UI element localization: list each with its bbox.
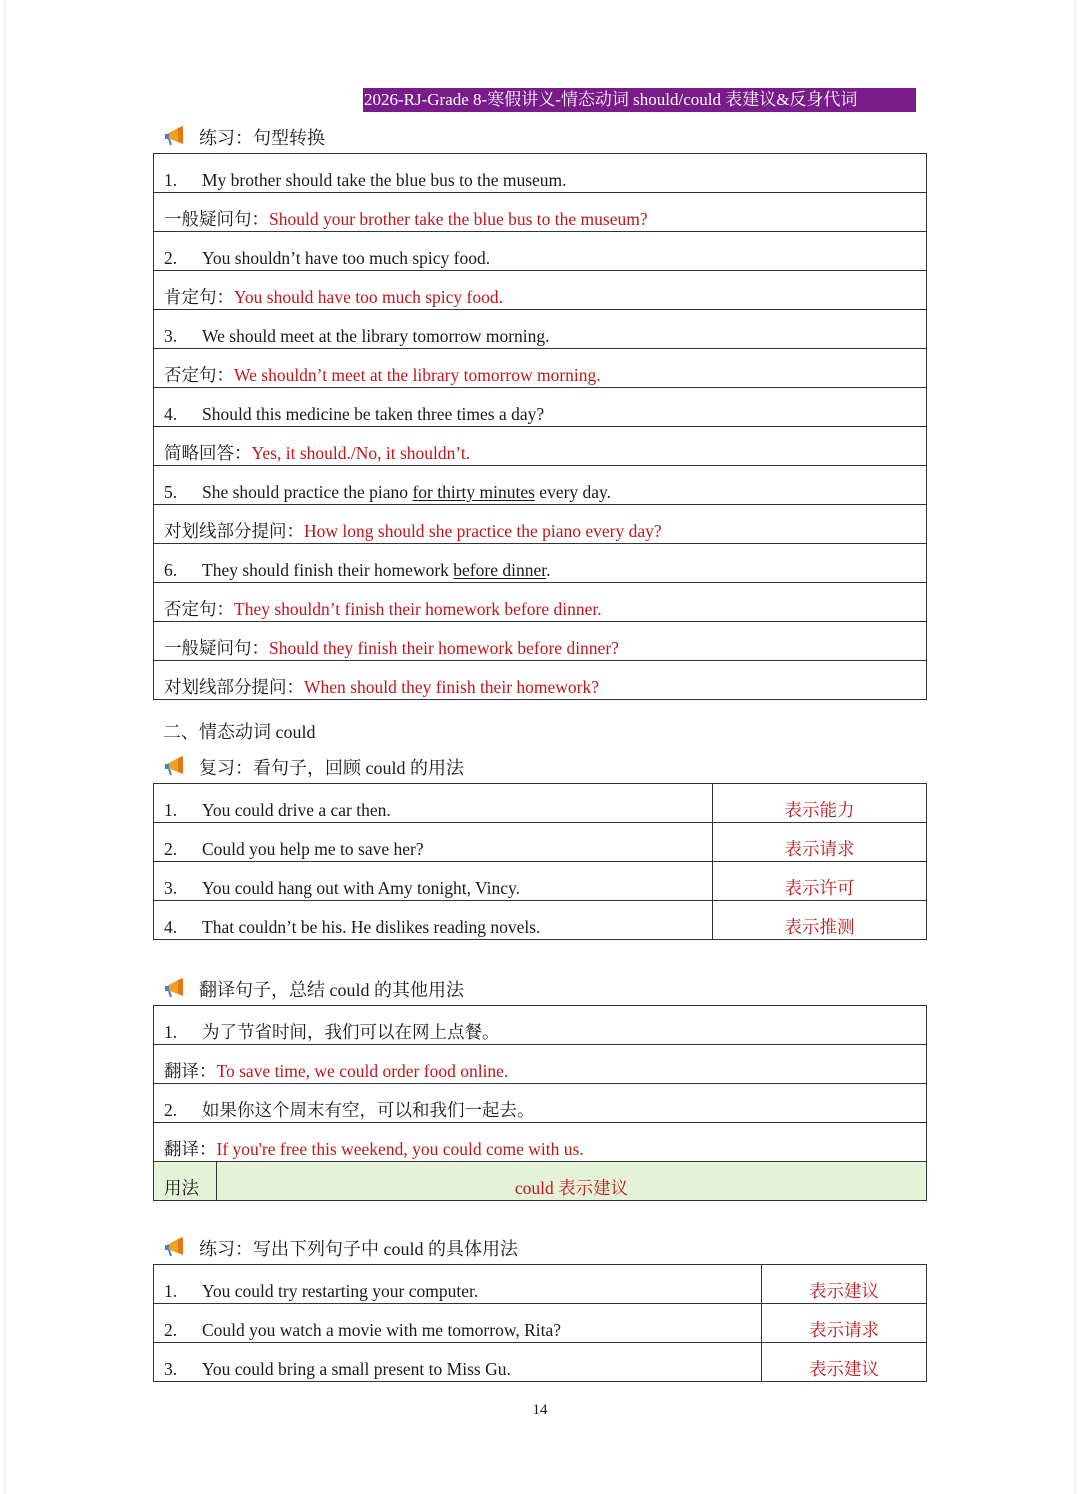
section2-title: 二、情态动词 could [163,722,316,742]
sentence-text: Could you help me to save her? [202,839,424,859]
answer-text: When should they finish their homework? [304,677,600,697]
table-row [154,544,927,583]
table-row [154,505,927,544]
section2-heading [163,753,464,783]
question-text: Should this medicine be taken three times a day? [202,404,545,424]
could-review-table [153,783,927,940]
section2-heading-text: 复习：看句子，回顾 could 的用法 [199,758,464,778]
table-row [154,466,927,505]
section4-heading-text: 练习：写出下列句子中 could 的具体用法 [199,1239,518,1259]
table-row [154,823,927,862]
underlined-phrase: for thirty minutes [412,482,535,502]
usage-summary-row [154,1162,927,1201]
table-row [154,784,927,823]
table-row [154,193,927,232]
table-row [154,388,927,427]
table-row [154,583,927,622]
answer-text: Yes, it should./No, it shouldn’t. [251,443,471,463]
row-number: 1. [164,1281,178,1301]
row-number: 4. [164,404,178,424]
row-number: 1. [164,1022,178,1042]
answer-label: 翻译： [164,1139,217,1159]
answer-text: They shouldn’t finish their homework before dinner. [234,599,602,619]
row-number: 2. [164,1320,178,1340]
table-row [154,862,927,901]
table-row [154,1123,927,1162]
question-text-pre: She should practice the piano [202,482,413,502]
row-number: 3. [164,326,178,346]
row-number: 2. [164,248,178,268]
question-text: We should meet at the library tomorrow morning. [202,326,550,346]
question-text-post: . [546,560,551,580]
page-number: 14 [532,1402,548,1418]
underlined-phrase: before dinner [453,560,547,580]
row-number: 4. [164,917,178,937]
section4-heading [163,1234,518,1264]
answer-label: 否定句： [164,599,234,619]
usage-tag: 表示建议 [762,1265,927,1304]
usage-value: could 表示建议 [217,1162,927,1201]
answer-label: 翻译： [164,1061,217,1081]
answer-text: Should they finish their homework before dinner? [269,638,619,658]
usage-tag: 表示建议 [762,1343,927,1382]
usage-tag: 表示能力 [713,784,927,823]
table-row [154,1045,927,1084]
section3-heading [163,975,464,1005]
table-row [154,1265,927,1304]
answer-label: 肯定句： [164,287,234,307]
answer-label: 简略回答： [164,443,252,463]
question-text: You shouldn’t have too much spicy food. [202,248,491,268]
table-row [154,310,927,349]
answer-label: 一般疑问句： [164,638,269,658]
table-row [154,1084,927,1123]
megaphone-icon [163,755,189,777]
table-row [154,154,927,193]
sentence-text: Could you watch a movie with me tomorrow, Rita? [202,1320,562,1340]
answer-text: Should your brother take the blue bus to the museum? [269,209,648,229]
table-row [154,661,927,700]
sentence-text: You could bring a small present to Miss Gu. [202,1359,511,1379]
table-row [154,901,927,940]
usage-tag: 表示推测 [713,901,927,940]
row-number: 3. [164,878,178,898]
megaphone-icon [163,977,189,999]
could-practice-table [153,1264,927,1382]
megaphone-icon [163,1236,189,1258]
usage-tag: 表示请求 [713,823,927,862]
header-title: 2026-RJ-Grade 8-寒假讲义-情态动词 should/could 表建议&反身代词 [363,88,916,112]
chinese-sentence: 如果你这个周末有空，可以和我们一起去。 [202,1100,535,1120]
answer-label: 对划线部分提问： [164,521,304,541]
table-row [154,271,927,310]
sentence-text: You could try restarting your computer. [202,1281,479,1301]
answer-text: How long should she practice the piano every day? [304,521,662,541]
answer-label: 否定句： [164,365,234,385]
chinese-sentence: 为了节省时间，我们可以在网上点餐。 [202,1022,500,1042]
row-number: 1. [164,800,178,820]
megaphone-icon [163,125,189,147]
table-row [154,1006,927,1045]
row-number: 2. [164,1100,178,1120]
table-row [154,1304,927,1343]
translation-table [153,1005,927,1201]
answer-text: We shouldn’t meet at the library tomorrow morning. [234,365,601,385]
table-row [154,232,927,271]
row-number: 5. [164,482,178,502]
usage-tag: 表示许可 [713,862,927,901]
answer-text: You should have too much spicy food. [234,287,503,307]
sentence-transform-table [153,153,927,700]
answer-text: If you're free this weekend, you could come with us. [216,1139,584,1159]
section1-heading-text: 练习：句型转换 [199,128,325,148]
row-number: 1. [164,170,178,190]
sentence-text: That couldn’t be his. He dislikes reading novels. [202,917,541,937]
question-text: My brother should take the blue bus to the museum. [202,170,567,190]
table-row [154,349,927,388]
sentence-text: You could hang out with Amy tonight, Vincy. [202,878,521,898]
row-number: 6. [164,560,178,580]
row-number: 2. [164,839,178,859]
section3-heading-text: 翻译句子，总结 could 的其他用法 [199,980,464,1000]
question-text-post: every day. [534,482,612,502]
answer-text: To save time, we could order food online. [216,1061,509,1081]
question-text-pre: They should finish their homework [202,560,454,580]
table-row [154,622,927,661]
sentence-text: You could drive a car then. [202,800,391,820]
row-number: 3. [164,1359,178,1379]
table-row [154,1343,927,1382]
usage-tag: 表示请求 [762,1304,927,1343]
section1-heading [163,123,325,153]
answer-label: 一般疑问句： [164,209,269,229]
answer-label: 对划线部分提问： [164,677,304,697]
usage-label: 用法 [154,1162,217,1201]
table-row [154,427,927,466]
